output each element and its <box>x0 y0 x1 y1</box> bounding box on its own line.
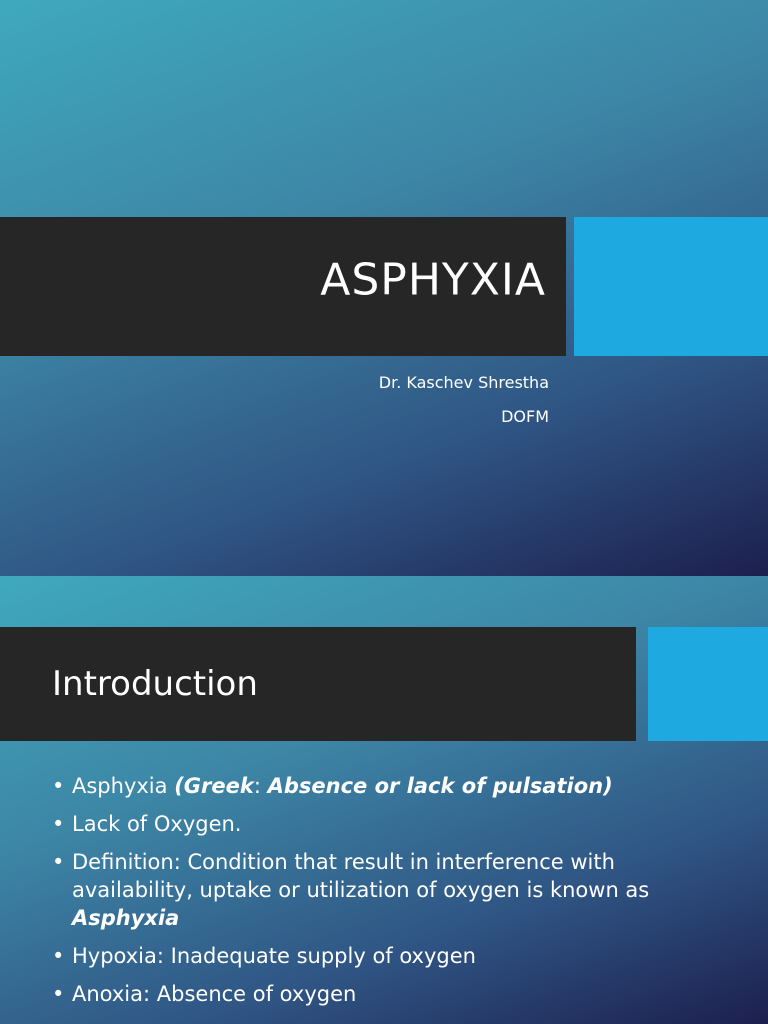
accent-box <box>648 627 768 741</box>
introduction-slide <box>0 576 768 1024</box>
bullet-text: Anoxia: Absence of oxygen <box>72 982 357 1006</box>
bullet-icon: • <box>52 774 65 798</box>
bullet-icon: • <box>52 850 65 874</box>
slide-title: Introduction <box>52 664 258 704</box>
author-name: Dr. Kaschev Shrestha <box>378 373 549 392</box>
bullet-icon: • <box>52 982 65 1006</box>
bullet-text: : <box>253 774 268 798</box>
bullet-emphasis: Absence or lack of pulsation) <box>267 774 613 798</box>
bullet-emphasis: Asphyxia <box>72 906 180 930</box>
slide-title: ASPHYXIA <box>320 254 546 306</box>
bullet-list <box>52 772 722 1018</box>
department-name: DOFM <box>501 407 549 426</box>
bullet-icon: • <box>52 812 65 836</box>
accent-box <box>574 217 768 356</box>
bullet-text: Asphyxia <box>72 774 175 798</box>
bullet-text: Lack of Oxygen. <box>72 812 242 836</box>
list-item <box>52 942 722 970</box>
list-item <box>52 980 722 1008</box>
list-item <box>52 772 722 800</box>
bullet-text: Hypoxia: Inadequate supply of oxygen <box>72 944 476 968</box>
bullet-emphasis: (Greek <box>174 774 254 798</box>
list-item <box>52 810 722 838</box>
bullet-text: Definition: Condition that result in interference with availability, uptake or utilization of oxygen is known as <box>72 850 650 902</box>
bullet-icon: • <box>52 944 65 968</box>
list-item <box>52 848 722 932</box>
